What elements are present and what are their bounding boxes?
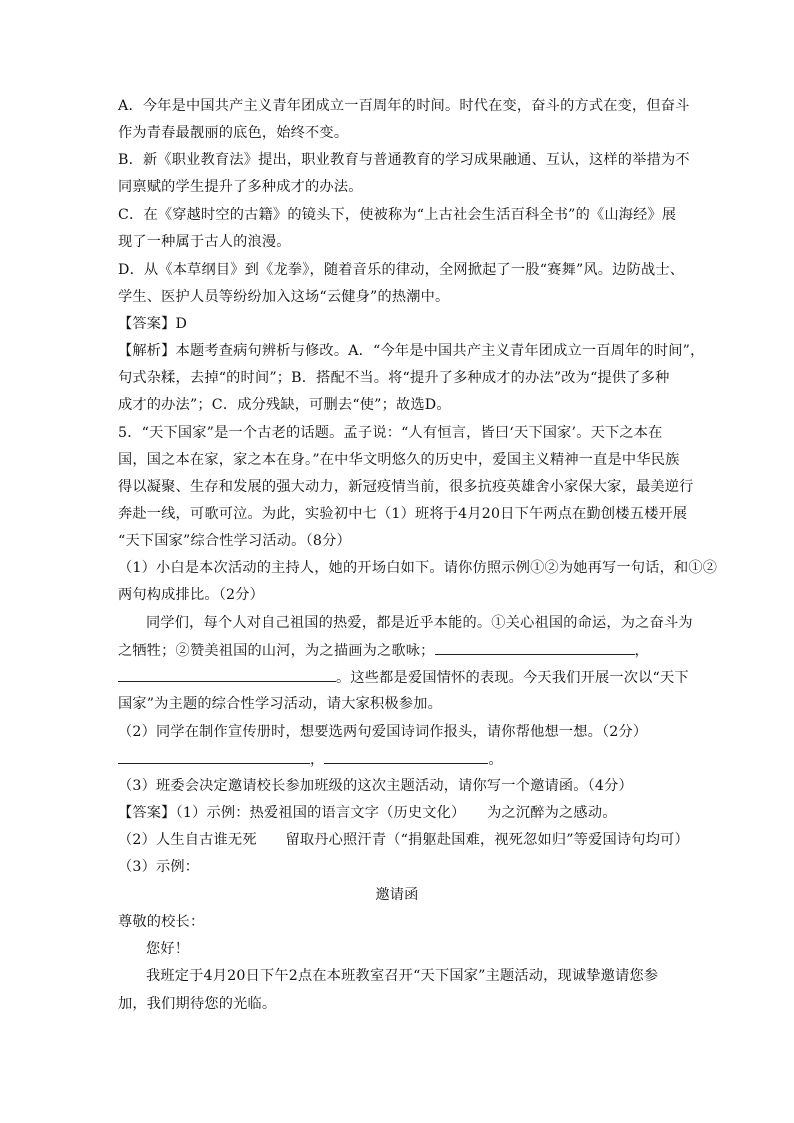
host-speech-text: 之牺牲；②赞美祖国的山河，为之描画为之歌咏； [118,643,435,659]
invitation-greeting: 您好！ [146,941,190,957]
invitation-title: 邀请函 [375,887,419,903]
poem-blanks-line: ， 。 [118,749,503,770]
option-a-line-2: 作为青春最靓丽的底色，始终不变。 [118,125,349,141]
answer-blank-2[interactable] [118,667,336,682]
analysis-line-1: 【解析】本题考查病句辨析与修改。A．“今年是中国共产主义青年团成立一百周年的时间”， [118,343,705,359]
option-b-line-1: B．新《职业教育法》提出，职业教育与普通教育的学习成果融通、互认，这样的举措为不 [118,152,690,168]
subquestion-1-line-2: 两句构成排比。（2分） [118,587,265,603]
invitation-body-line-1: 我班定于4月20日下午2点在本班教室召开“天下国家”主题活动，现诚挚邀请您参 [146,968,659,984]
subquestion-1-line-1: （1）小白是本次活动的主持人，她的开场白如下。请你仿照示例①②为她再写一句话，和①② [118,560,718,576]
option-d-line-1: D．从《本草纲目》到《龙拳》，随着音乐的律动，全网掀起了一股“赛舞”风。边防战士、 [118,262,685,278]
option-a-line-1: A．今年是中国共产主义青年团成立一百周年的时间。时代在变，奋斗的方式在变，但奋斗 [118,98,690,114]
poem-blank-1[interactable] [118,749,310,764]
analysis-line-3: 成才的办法”；C．成分残缺，可删去“使”；故选D。 [118,397,451,413]
analysis-line-2: 句式杂糅，去掉“的时间”；B．搭配不当。将“提升了多种成才的办法”改为“提供了多种 [118,370,670,386]
invitation-salutation: 尊敬的校长： [118,914,205,930]
option-c-line-1: C．在《穿越时空的古籍》的镜头下，使被称为“上古社会生活百科全书”的《山海经》展 [118,207,677,223]
answer-3-line: （3）示例： [118,859,200,875]
question-5-line-3: 得以凝聚、生存和发展的强大动力，新冠疫情当前，很多抗疫英雄舍小家保大家，最美逆行 [118,479,694,495]
host-speech-line-1: 同学们，每个人对自己祖国的热爱，都是近乎本能的。①关心祖国的命运，为之奋斗为 [146,615,693,631]
answer-2-line: （2）人生自古谁无死 留取丹心照汗青（“捐躯赴国难，视死忽如归”等爱国诗句均可） [118,832,689,848]
subquestion-2-line: （2）同学在制作宣传册时，想要选两句爱国诗词作报头，请你帮他想一想。（2分） [118,724,648,740]
answer-1-line: 【答案】（1）示例：热爱祖国的语言文字（历史文化） 为之沉醉为之感动。 [118,805,617,821]
option-c-line-2: 现了一种属于古人的浪漫。 [118,234,291,250]
poem-blank-2[interactable] [324,749,488,764]
question-5-line-2: 国，国之本在家，家之本在身。”在中华文明悠久的历史中，爱国主义精神一直是中华民族 [118,452,680,468]
host-speech-line-4: 国家”为主题的综合性学习活动，请大家积极参加。 [118,696,442,712]
question-5-line-4: 奔赴一线，可歌可泣。为此，实验初中七（1）班将于4月20日下午两点在勤创楼五楼开展 [118,506,688,522]
option-d-line-2: 学生、医护人员等纷纷加入这场“云健身”的热潮中。 [118,289,450,305]
answer-blank-1[interactable] [435,640,635,655]
option-b-line-2: 同禀赋的学生提升了多种成才的办法。 [118,179,363,195]
host-speech-line-3: 。这些都是爱国情怀的表现。今天我们开展一次以“天下 [118,667,689,688]
invitation-body-line-2: 加，我们期待您的光临。 [118,996,277,1012]
subquestion-3-line: （3）班委会决定邀请校长参加班级的这次主题活动，请你写一个邀请函。（4分） [118,778,633,794]
host-speech-line-2: 之牺牲；②赞美祖国的山河，为之描画为之歌咏； ， [118,640,649,661]
question-5-line-1: 5．“天下国家”是一个古老的话题。孟子说：“人有恒言，皆曰‘天下国家’。天下之本在 [118,425,663,441]
question-5-line-5: “天下国家”综合性学习活动。（8分） [118,533,351,549]
answer-line: 【答案】D [118,316,188,332]
